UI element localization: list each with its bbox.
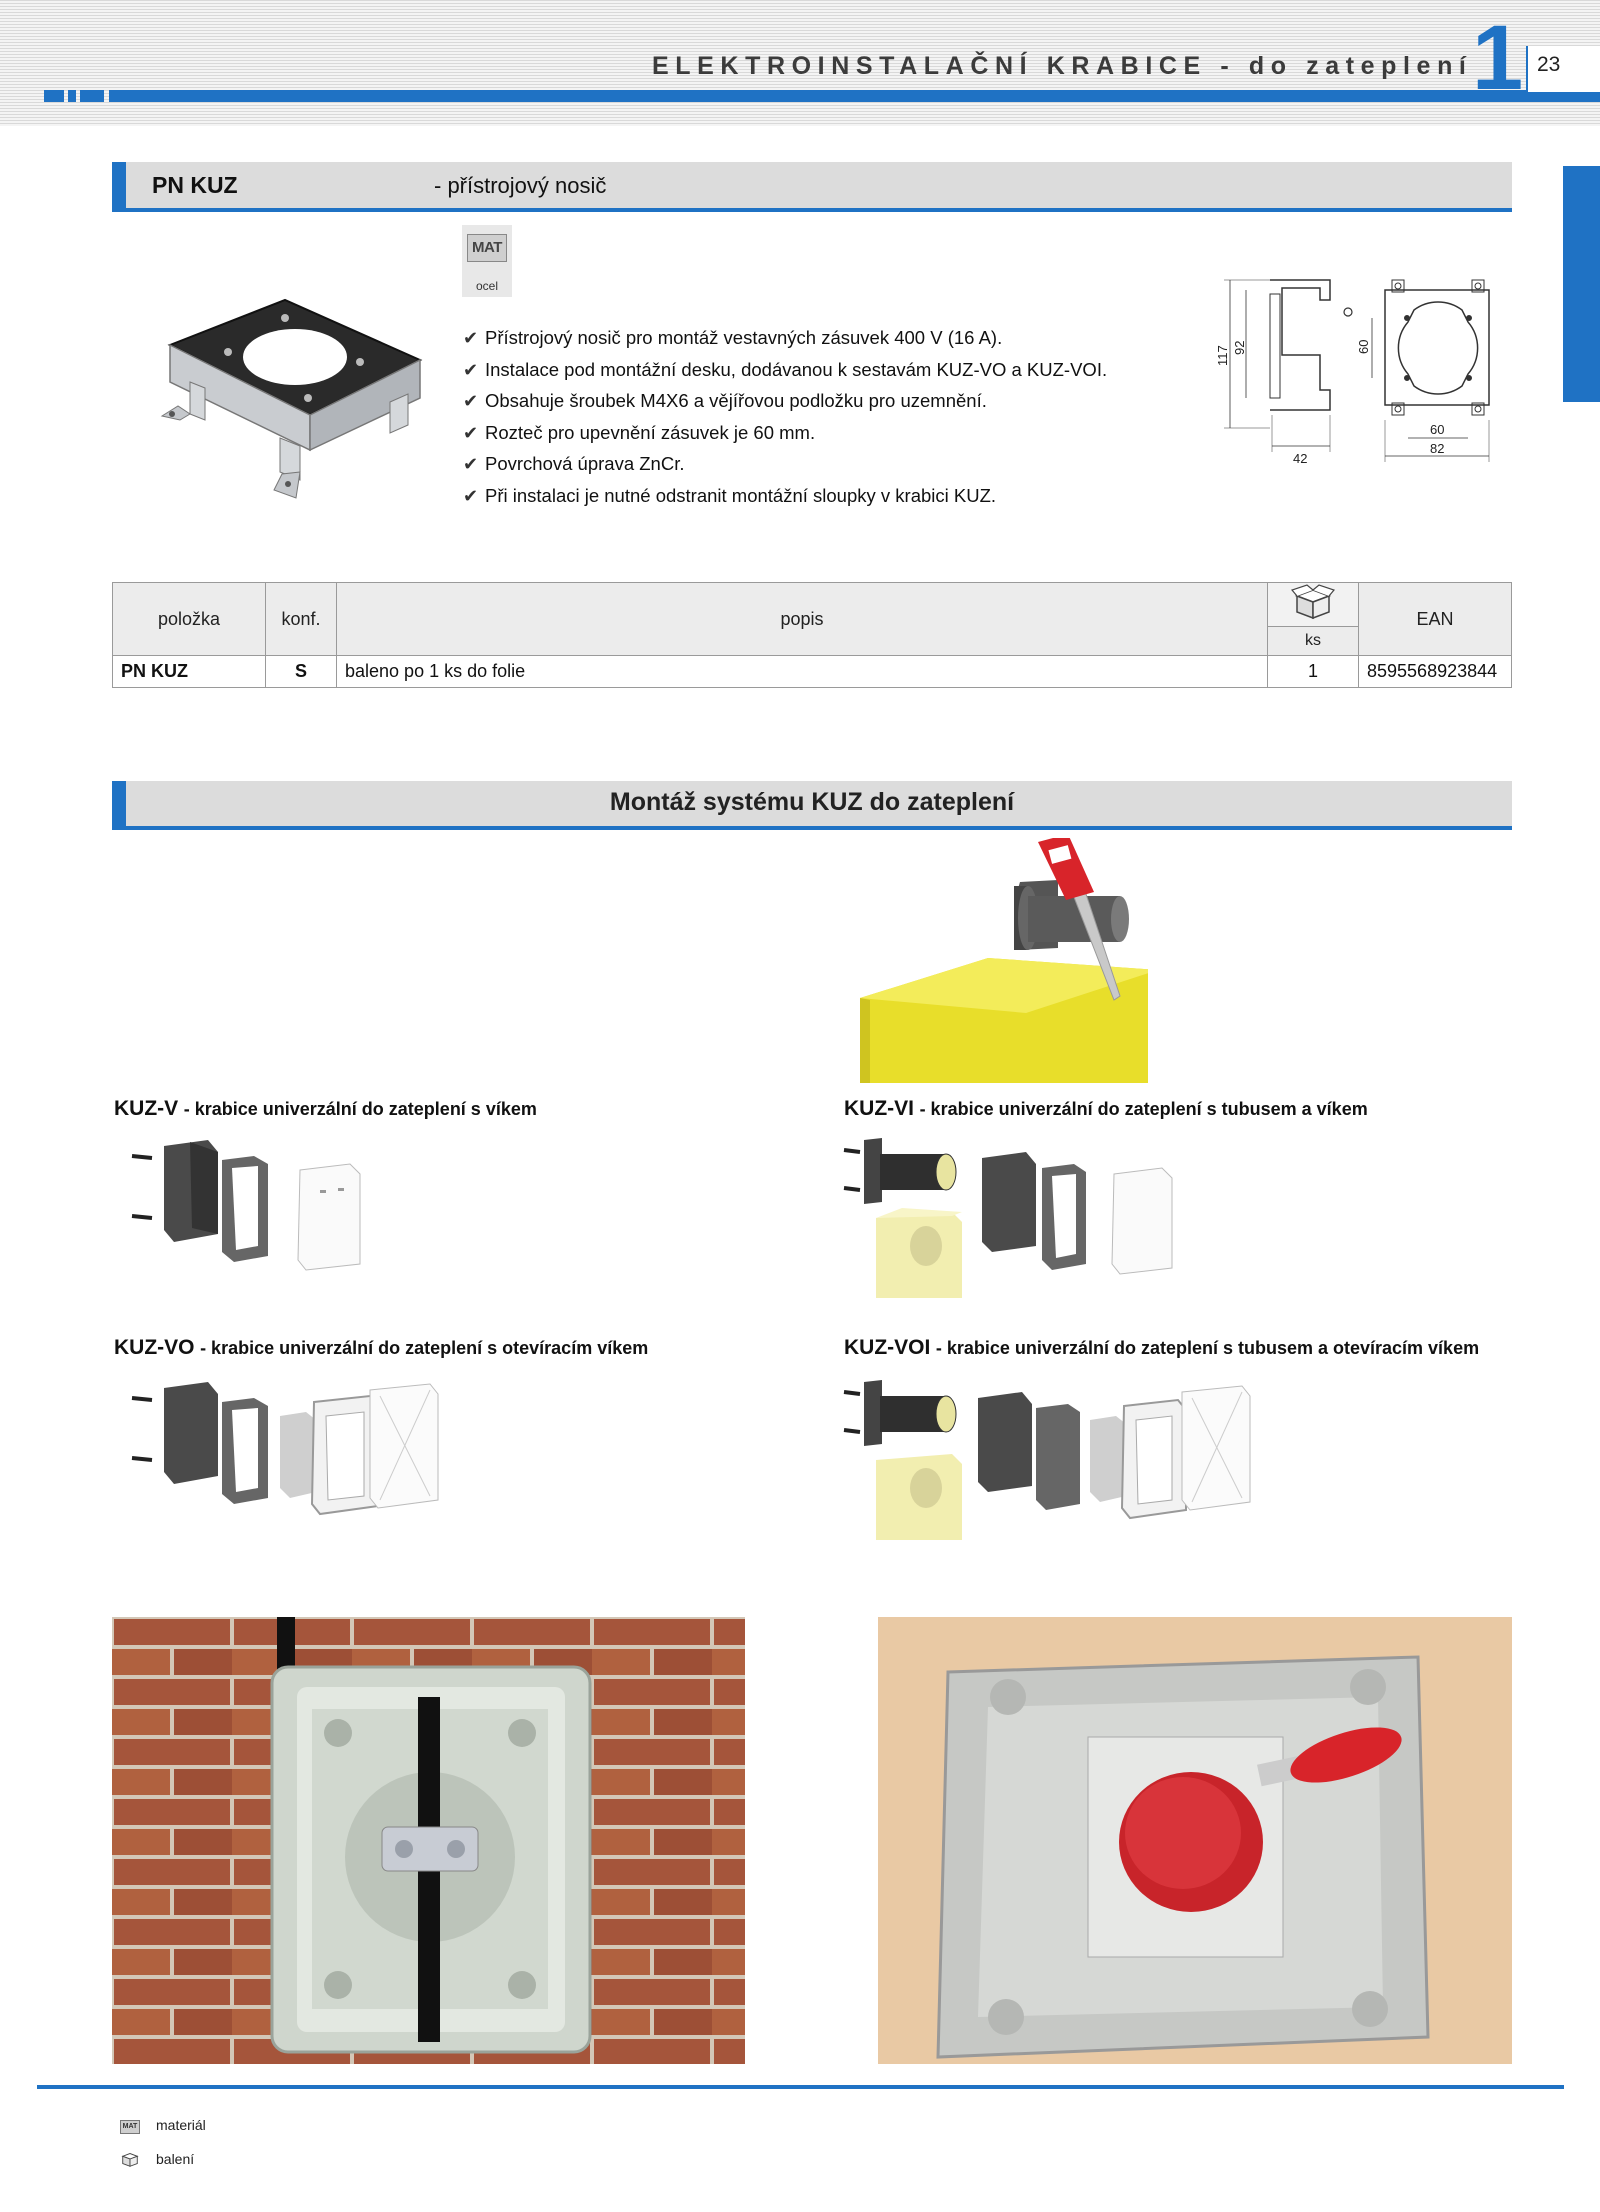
dim-width: 82 bbox=[1430, 441, 1445, 456]
feature-item: ✔ Povrchová úprava ZnCr. bbox=[463, 448, 1107, 480]
th-description: popis bbox=[337, 583, 1268, 656]
feature-item: ✔ Rozteč pro upevnění zásuvek je 60 mm. bbox=[463, 417, 1107, 449]
material-value: ocel bbox=[475, 279, 498, 293]
kuz-vi-exploded-image bbox=[842, 1138, 1202, 1298]
product-title-accent bbox=[112, 162, 126, 212]
variant-title-kuz-v: KUZ-V - krabice univerzální do zateplení s víkem bbox=[114, 1097, 537, 1120]
product-title-bar bbox=[112, 162, 1512, 212]
header-decor-square bbox=[44, 90, 64, 102]
dim-hole-pitch-vertical: 60 bbox=[1356, 339, 1371, 354]
feature-item: ✔ Obsahuje šroubek M4X6 a vějířovou podložku pro uzemnění. bbox=[463, 385, 1107, 417]
check-icon: ✔ bbox=[463, 328, 479, 348]
dim-hole-pitch-horizontal: 60 bbox=[1430, 422, 1445, 437]
variant-title-kuz-voi: KUZ-VOI - krabice univerzální do zateplení s tubusem a otevíracím víkem bbox=[844, 1336, 1480, 1359]
box-icon bbox=[1291, 584, 1335, 620]
insulation-cutting-image bbox=[858, 838, 1148, 1083]
th-item: položka bbox=[113, 583, 266, 656]
legend-packaging-label: balení bbox=[156, 2151, 195, 2167]
kuz-vo-exploded-image bbox=[130, 1380, 450, 1530]
cell-item: PN KUZ bbox=[113, 656, 266, 688]
chapter-side-tab bbox=[1563, 166, 1600, 402]
feature-item: ✔ Instalace pod montážní desku, dodávanou k sestavám KUZ-VO a KUZ-VOI. bbox=[463, 354, 1107, 386]
page-number: 23 bbox=[1537, 53, 1561, 76]
dim-height-outer: 117 bbox=[1215, 345, 1230, 366]
th-qty-unit: ks bbox=[1268, 627, 1359, 656]
legend-box-icon bbox=[120, 2150, 140, 2168]
footer-line bbox=[37, 2085, 1564, 2089]
table-row bbox=[113, 656, 1512, 688]
assembly-title: Montáž systému KUZ do zateplení bbox=[609, 788, 1015, 816]
dim-side-width: 42 bbox=[1293, 451, 1308, 466]
kuz-v-exploded-image bbox=[130, 1138, 390, 1278]
variant-title-kuz-vo: KUZ-VO - krabice univerzální do zateplení s otevíracím víkem bbox=[114, 1336, 649, 1359]
box-with-socket-photo bbox=[878, 1617, 1512, 2064]
feature-item: ✔ Při instalaci je nutné odstranit montážní sloupky v krabici KUZ. bbox=[463, 480, 1107, 512]
product-name: PN KUZ bbox=[152, 172, 238, 198]
feature-item: ✔ Přístrojový nosič pro montáž vestavných zásuvek 400 V (16 A). bbox=[463, 322, 1107, 354]
carrier-product-image bbox=[150, 290, 440, 500]
dim-height-inner: 92 bbox=[1232, 340, 1247, 355]
dimension-drawing bbox=[1210, 270, 1510, 495]
header-decor-square bbox=[80, 90, 104, 102]
check-icon: ✔ bbox=[463, 485, 479, 506]
cell-config: S bbox=[266, 656, 337, 688]
th-ean: EAN bbox=[1359, 583, 1512, 656]
legend-mat-badge: MAT bbox=[120, 2120, 140, 2134]
material-badge-label: MAT bbox=[467, 234, 507, 262]
page-header-title: ELEKTROINSTALAČNÍ KRABICE - do zateplení bbox=[652, 52, 1473, 80]
th-config: konf. bbox=[266, 583, 337, 656]
cell-qty: 1 bbox=[1268, 656, 1359, 688]
check-icon: ✔ bbox=[463, 359, 479, 380]
kuz-voi-exploded-image bbox=[842, 1380, 1262, 1540]
header-bar bbox=[109, 90, 1600, 102]
header-decor-square bbox=[68, 90, 76, 102]
feature-list bbox=[463, 322, 1107, 511]
cell-ean: 8595568923844 bbox=[1359, 656, 1512, 688]
variant-title-kuz-vi: KUZ-VI - krabice univerzální do zateplení s tubusem a víkem bbox=[844, 1097, 1368, 1120]
check-icon: ✔ bbox=[463, 422, 479, 443]
th-packaging bbox=[1268, 583, 1359, 627]
chapter-number: 1 bbox=[1472, 7, 1524, 109]
legend-material-label: materiál bbox=[156, 2117, 206, 2133]
check-icon: ✔ bbox=[463, 391, 479, 411]
check-icon: ✔ bbox=[463, 454, 479, 474]
cell-description: baleno po 1 ks do folie bbox=[337, 656, 1268, 688]
box-on-brick-wall-photo bbox=[112, 1617, 745, 2064]
spec-table bbox=[112, 582, 1512, 688]
product-description: - přístrojový nosič bbox=[434, 173, 607, 198]
